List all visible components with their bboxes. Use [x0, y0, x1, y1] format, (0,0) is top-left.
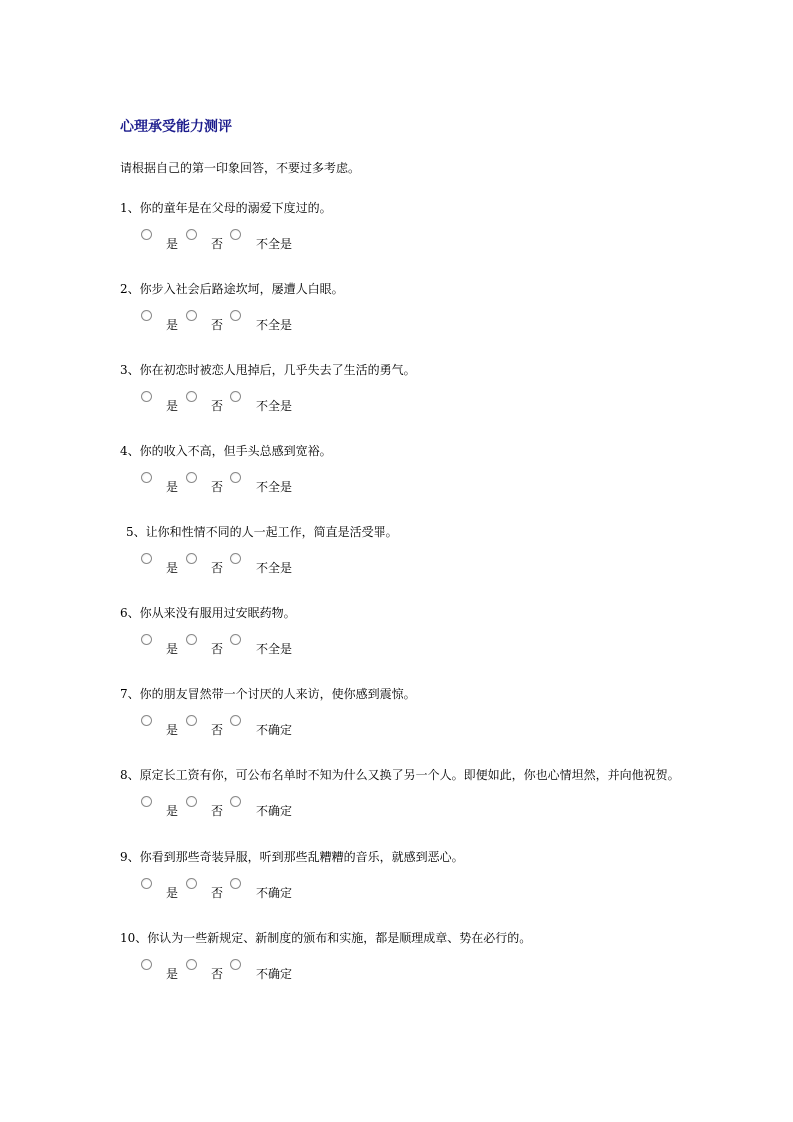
radio-no[interactable]: [186, 391, 197, 402]
option-label-no: 否: [211, 561, 224, 575]
question-item: [0, 685, 793, 766]
radio-no[interactable]: [186, 229, 197, 240]
radio-third[interactable]: [230, 472, 241, 483]
option-label-yes: 是: [166, 399, 179, 413]
question-item: [0, 929, 793, 1010]
radio-yes[interactable]: [141, 472, 152, 483]
option-label-yes: 是: [166, 723, 179, 737]
option-label-no: 否: [211, 886, 224, 900]
radio-third[interactable]: [230, 391, 241, 402]
radio-no[interactable]: [186, 310, 197, 321]
answer-options: [0, 715, 793, 739]
option-label-no: 否: [211, 399, 224, 413]
radio-no[interactable]: [186, 796, 197, 807]
question-item: [0, 361, 793, 442]
option-label-yes: 是: [166, 886, 179, 900]
answer-options: [0, 310, 793, 334]
question-text: 7、你的朋友冒然带一个讨厌的人来访，使你感到震惊。: [120, 687, 416, 701]
option-label-third: 不全是: [256, 561, 293, 575]
radio-no[interactable]: [186, 634, 197, 645]
option-label-no: 否: [211, 237, 224, 251]
radio-no[interactable]: [186, 553, 197, 564]
option-label-third: 不确定: [256, 967, 293, 981]
option-label-no: 否: [211, 804, 224, 818]
question-item: [0, 766, 793, 847]
page-title: 心理承受能力测评: [120, 119, 232, 135]
question-text: 6、你从来没有服用过安眠药物。: [120, 606, 296, 620]
answer-options: [0, 878, 793, 902]
option-label-third: 不全是: [256, 642, 293, 656]
question-item: [0, 280, 793, 361]
answer-options: [0, 472, 793, 496]
option-label-no: 否: [211, 480, 224, 494]
option-label-no: 否: [211, 318, 224, 332]
option-label-third: 不全是: [256, 480, 293, 494]
question-text: 4、你的收入不高，但手头总感到宽裕。: [120, 444, 332, 458]
answer-options: [0, 959, 793, 983]
question-text: 3、你在初恋时被恋人甩掉后，几乎失去了生活的勇气。: [120, 363, 416, 377]
option-label-yes: 是: [166, 318, 179, 332]
radio-no[interactable]: [186, 959, 197, 970]
radio-third[interactable]: [230, 634, 241, 645]
answer-options: [0, 796, 793, 820]
answer-options: [0, 391, 793, 415]
question-item: [0, 442, 793, 523]
question-text: 10、你认为一些新规定、新制度的颁布和实施，都是顺理成章、势在必行的。: [120, 931, 532, 945]
question-text: 8、原定长工资有你，可公布名单时不知为什么又换了另一个人。即便如此，你也心情坦然，并向他祝贺。: [120, 768, 680, 782]
radio-no[interactable]: [186, 472, 197, 483]
question-item: [0, 199, 793, 280]
radio-yes[interactable]: [141, 715, 152, 726]
option-label-no: 否: [211, 967, 224, 981]
option-label-no: 否: [211, 642, 224, 656]
radio-third[interactable]: [230, 959, 241, 970]
option-label-third: 不全是: [256, 399, 293, 413]
option-label-third: 不全是: [256, 237, 293, 251]
option-label-third: 不全是: [256, 318, 293, 332]
question-item: [0, 848, 793, 929]
radio-yes[interactable]: [141, 959, 152, 970]
radio-yes[interactable]: [141, 878, 152, 889]
option-label-third: 不确定: [256, 886, 293, 900]
question-text: 9、你看到那些奇装异服，听到那些乱糟糟的音乐，就感到恶心。: [120, 850, 464, 864]
option-label-yes: 是: [166, 480, 179, 494]
answer-options: [0, 634, 793, 658]
option-label-yes: 是: [166, 237, 179, 251]
radio-third[interactable]: [230, 878, 241, 889]
radio-yes[interactable]: [141, 634, 152, 645]
question-item: [0, 604, 793, 685]
option-label-third: 不确定: [256, 723, 293, 737]
radio-no[interactable]: [186, 878, 197, 889]
radio-yes[interactable]: [141, 391, 152, 402]
option-label-yes: 是: [166, 967, 179, 981]
question-text: 1、你的童年是在父母的溺爱下度过的。: [120, 201, 332, 215]
radio-yes[interactable]: [141, 229, 152, 240]
option-label-yes: 是: [166, 561, 179, 575]
answer-options: [0, 553, 793, 577]
radio-no[interactable]: [186, 715, 197, 726]
answer-options: [0, 229, 793, 253]
radio-yes[interactable]: [141, 796, 152, 807]
radio-third[interactable]: [230, 553, 241, 564]
radio-yes[interactable]: [141, 553, 152, 564]
option-label-third: 不确定: [256, 804, 293, 818]
radio-yes[interactable]: [141, 310, 152, 321]
radio-third[interactable]: [230, 796, 241, 807]
radio-third[interactable]: [230, 310, 241, 321]
question-text: 2、你步入社会后路途坎坷，屡遭人白眼。: [120, 282, 344, 296]
option-label-no: 否: [211, 723, 224, 737]
option-label-yes: 是: [166, 804, 179, 818]
question-item: [0, 523, 793, 604]
radio-third[interactable]: [230, 229, 241, 240]
question-text: 5、让你和性情不同的人一起工作，简直是活受罪。: [126, 525, 398, 539]
option-label-yes: 是: [166, 642, 179, 656]
instructions: 请根据自己的第一印象回答，不要过多考虑。: [120, 161, 361, 175]
radio-third[interactable]: [230, 715, 241, 726]
